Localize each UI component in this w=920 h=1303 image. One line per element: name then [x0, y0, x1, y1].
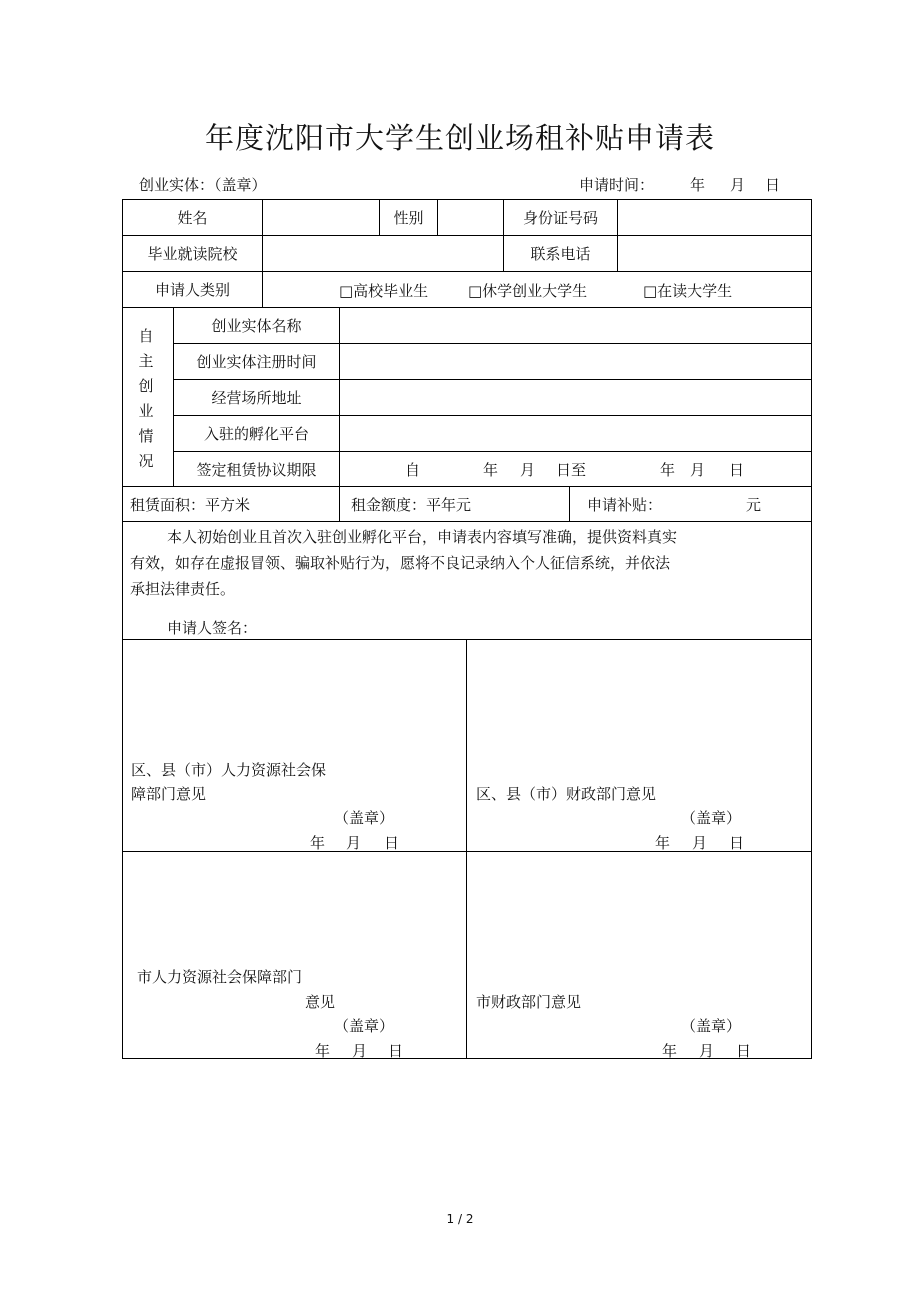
lease-from: 自	[405, 461, 421, 479]
city-hr-opinion-line-2: 意见	[305, 993, 336, 1011]
registration-time-label: 创业实体注册时间	[196, 353, 317, 371]
district-finance-day: 日	[729, 834, 745, 852]
rent-amount-label: 租金额度：平年元	[351, 496, 472, 514]
lease-period-label: 签定租赁协议期限	[196, 460, 317, 479]
business-address-field[interactable]	[340, 380, 811, 415]
city-hr-opinion-line-1: 市人力资源社会保障部门	[137, 968, 303, 986]
declaration-line-3: 承担法律责任。	[130, 580, 236, 598]
city-hr-month: 月	[352, 1042, 368, 1060]
gender-field[interactable]	[438, 200, 503, 235]
entity-name-field[interactable]	[340, 308, 811, 343]
city-hr-day: 日	[388, 1042, 404, 1060]
district-hr-day: 日	[384, 834, 400, 852]
entity-seal-label: 创业实体：（盖章）	[139, 176, 267, 194]
district-hr-year: 年	[310, 834, 326, 852]
id-number-label: 身份证号码	[522, 209, 598, 227]
page-number: 1 / 2	[446, 1212, 474, 1226]
incubator-field[interactable]	[340, 416, 811, 451]
lease-year-2: 年	[660, 461, 676, 479]
subsidy-unit: 元	[746, 496, 762, 514]
application-time-label: 申请时间：	[579, 176, 655, 194]
option-graduate-checkbox[interactable]: □高校毕业生	[339, 282, 429, 300]
lease-day-to: 日至	[556, 461, 587, 479]
district-finance-year: 年	[655, 834, 671, 852]
self-business-label: 自 主 创 业 情 况	[138, 327, 154, 470]
incubator-label: 入驻的孵化平台	[203, 425, 309, 443]
phone-label: 联系电话	[530, 245, 591, 263]
district-hr-month: 月	[346, 834, 362, 852]
header-year: 年	[690, 176, 706, 194]
header-day: 日	[765, 176, 781, 194]
city-hr-seal: （盖章）	[334, 1017, 395, 1035]
city-finance-day: 日	[736, 1042, 752, 1060]
form-title: 年度沈阳市大学生创业场租补贴申请表	[204, 121, 715, 155]
city-finance-opinion: 市财政部门意见	[476, 993, 582, 1011]
business-address-label: 经营场所地址	[211, 389, 302, 407]
lease-day-2: 日	[729, 461, 745, 479]
city-finance-month: 月	[699, 1042, 715, 1060]
district-hr-opinion-line-1: 区、县（市）人力资源社会保	[131, 761, 327, 779]
subsidy-label: 申请补贴：	[587, 496, 663, 514]
declaration-line-2: 有效，如存在虚报冒领、骗取补贴行为，愿将不良记录纳入个人征信系统，并依法	[130, 554, 671, 572]
registration-time-field[interactable]	[340, 344, 811, 379]
entity-name-label: 创业实体名称	[211, 317, 302, 335]
school-field[interactable]	[263, 236, 503, 271]
district-hr-seal: （盖章）	[334, 809, 395, 827]
rental-area-label: 租赁面积：平方米	[130, 496, 251, 514]
name-label: 姓名	[177, 209, 208, 227]
school-label: 毕业就读院校	[147, 245, 238, 263]
declaration-line-1: 本人初始创业且首次入驻创业孵化平台，申请表内容填写准确，提供资料真实	[167, 528, 678, 546]
city-finance-year: 年	[662, 1042, 678, 1060]
district-finance-opinion: 区、县（市）财政部门意见	[476, 785, 657, 803]
district-finance-seal: （盖章）	[681, 809, 742, 827]
lease-month-2: 月	[690, 461, 706, 479]
lease-month-1: 月	[520, 461, 536, 479]
option-suspended-student-checkbox[interactable]: □休学创业大学生	[468, 282, 588, 300]
gender-label: 性别	[393, 209, 424, 227]
applicant-signature-label: 申请人签名：	[167, 619, 258, 637]
name-field[interactable]	[263, 200, 379, 235]
category-label: 申请人类别	[154, 281, 230, 299]
district-hr-opinion-line-2: 障部门意见	[131, 785, 207, 803]
option-current-student-checkbox[interactable]: □在读大学生	[643, 282, 733, 300]
phone-field[interactable]	[618, 236, 811, 271]
header-month: 月	[730, 176, 746, 194]
city-hr-year: 年	[315, 1042, 331, 1060]
district-finance-month: 月	[692, 834, 708, 852]
lease-year-1: 年	[483, 461, 499, 479]
city-finance-seal: （盖章）	[681, 1017, 742, 1035]
id-number-field[interactable]	[618, 200, 811, 235]
